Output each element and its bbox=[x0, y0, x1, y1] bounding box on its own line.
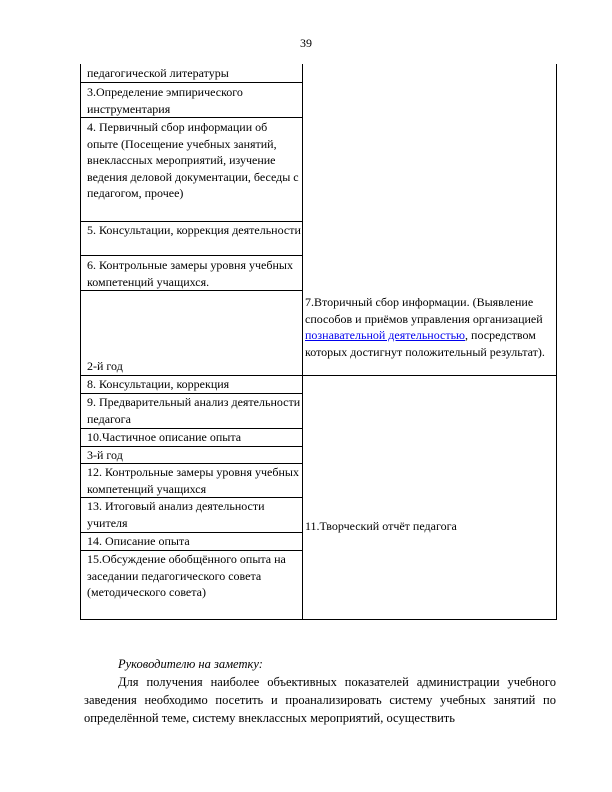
table-cell bbox=[84, 257, 303, 290]
cell-text: 15.Обсуждение обобщённого опыта на заседании педагогического совета (методического совета) bbox=[87, 552, 286, 599]
table-cell bbox=[84, 65, 303, 82]
cell-text: 9. Предварительный анализ деятельности педагога bbox=[87, 395, 301, 426]
cell-text: 2-й год bbox=[87, 358, 123, 373]
table-cell bbox=[84, 291, 303, 375]
table-cell bbox=[84, 447, 303, 463]
row-divider bbox=[80, 255, 303, 256]
table-border-left bbox=[80, 64, 81, 620]
note-body: Для получения наиболее объективных показателей администрации учебного заведения необходимо посетить и проанализировать систему учебных занятий по определённой теме, систему внеклассных мероприятий, осуществить bbox=[84, 675, 556, 725]
cell-text: педагогической литературы bbox=[87, 66, 229, 80]
table-cell bbox=[84, 533, 303, 550]
item7-text: 7.Вторичный сбор информации. (Выявление способов и приёмов управления организацией bbox=[305, 295, 543, 326]
table-cell bbox=[84, 464, 303, 497]
table-cell bbox=[84, 394, 303, 428]
cell-text: 5. Консультации, коррекция деятельности bbox=[87, 223, 301, 237]
cell-text: 4. Первичный сбор информации об опыте (Посещение учебных занятий, внеклассных мероприятий, изучение ведения деловой документации, беседы с педагогом, прочее) bbox=[87, 120, 299, 200]
table-cell bbox=[84, 119, 303, 221]
table-cell bbox=[84, 429, 303, 446]
table-cell bbox=[84, 498, 303, 532]
item11-text: 11.Творческий отчёт педагога bbox=[305, 519, 457, 533]
cell-text: 10.Частичное описание опыта bbox=[87, 430, 242, 444]
table-cell bbox=[84, 376, 303, 393]
table-cell bbox=[84, 222, 303, 255]
table-cell bbox=[84, 84, 303, 117]
cell-text: 3.Определение эмпирического инструментария bbox=[87, 85, 243, 116]
cell-text: 6. Контрольные замеры уровня учебных компетенций учащихся. bbox=[87, 258, 293, 289]
table-border-bottom bbox=[80, 619, 557, 620]
item7-text-end: , посредством которых достигнут положительный результат). bbox=[305, 328, 545, 359]
row-divider bbox=[80, 82, 303, 83]
table-cell-item11 bbox=[303, 518, 557, 535]
cell-text: 13. Итоговый анализ деятельности учителя bbox=[87, 499, 265, 530]
table-cell-item7 bbox=[303, 294, 557, 360]
row-divider bbox=[80, 117, 303, 118]
item7-link[interactable]: познавательной деятельностью bbox=[305, 328, 466, 342]
cell-text: 8. Консультации, коррекция bbox=[87, 377, 230, 391]
note-title: Руководителю на заметку: bbox=[118, 657, 263, 671]
page-number: 39 bbox=[300, 36, 312, 50]
cell-text: 14. Описание опыта bbox=[87, 534, 190, 548]
cell-text: 3-й год bbox=[87, 448, 123, 462]
cell-text: 12. Контрольные замеры уровня учебных компетенций учащихся bbox=[87, 465, 299, 496]
table-cell bbox=[84, 551, 303, 619]
